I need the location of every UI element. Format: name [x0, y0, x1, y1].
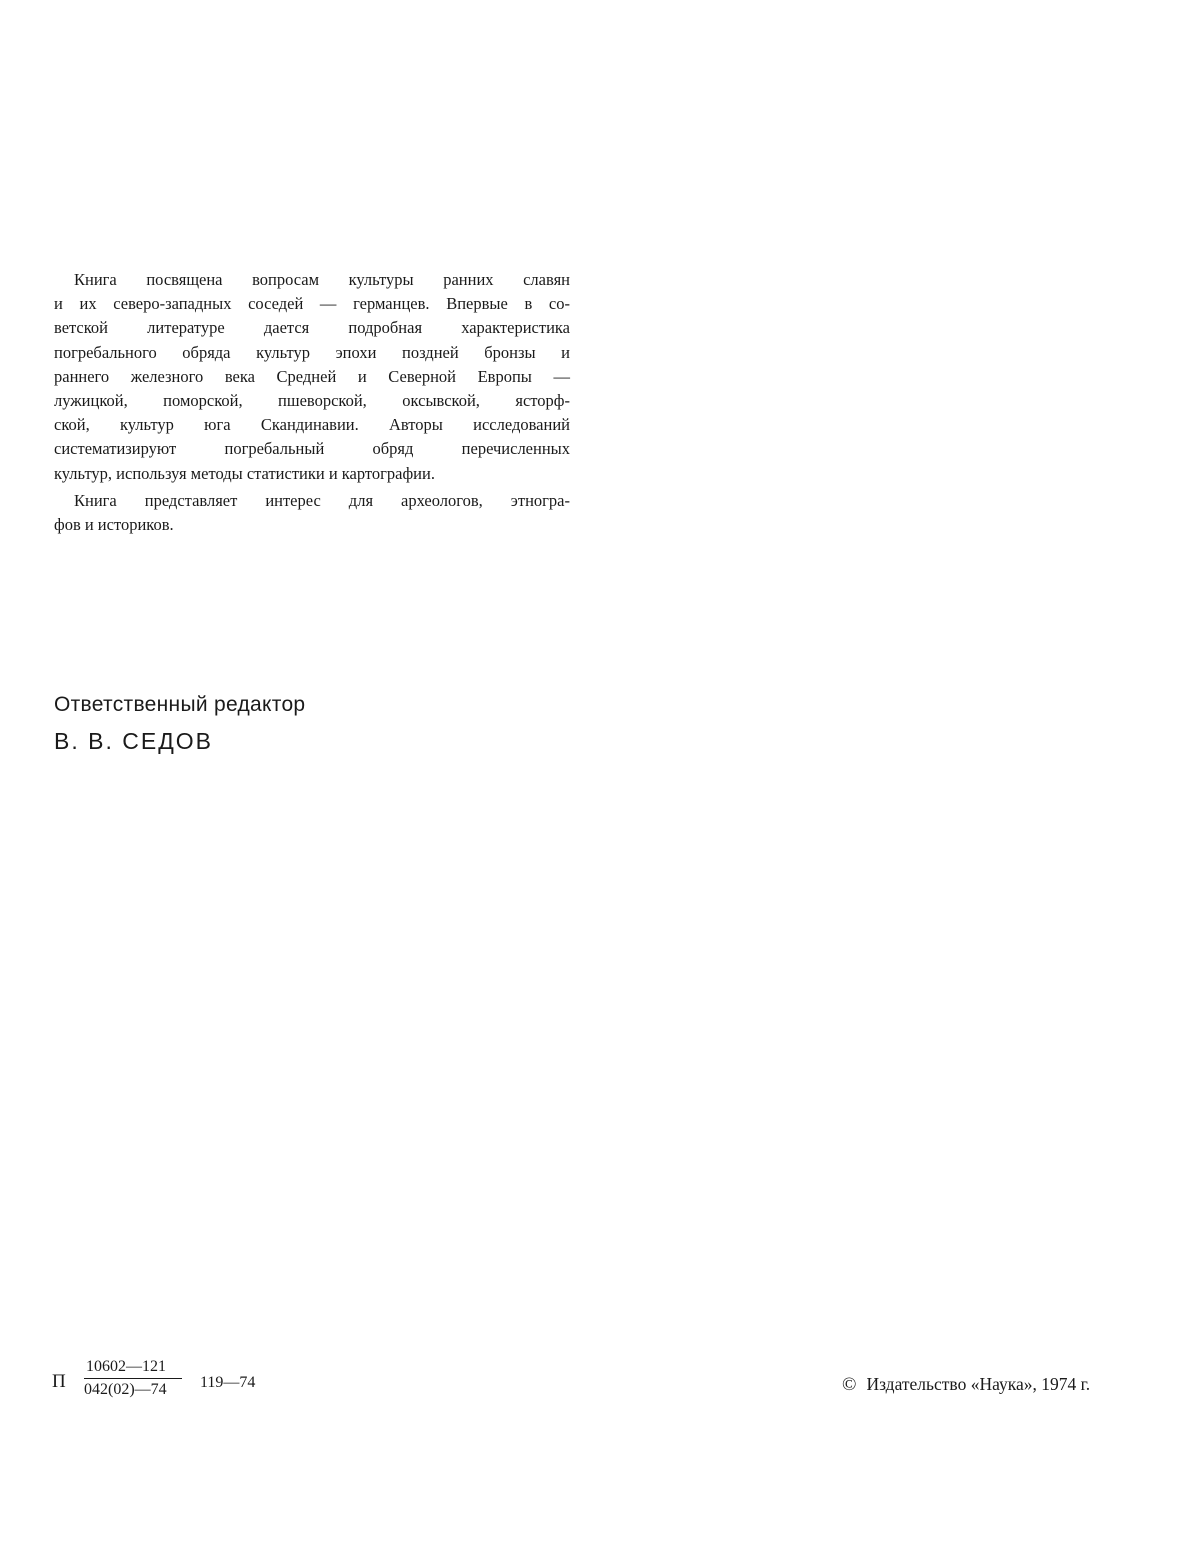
- annotation-line: систематизируют погребальный обряд перечисленных: [54, 439, 570, 459]
- annotation-line: лужицкой, поморской, пшеворской, оксывской, ясторф-: [54, 391, 570, 411]
- annotation-line: Книга представляет интерес для археологов, этногра-: [74, 490, 570, 510]
- index-fraction: [84, 1358, 182, 1399]
- copyright-line: [842, 1374, 1090, 1396]
- annotation-line: погребального обряда культур эпохи поздней бронзы и: [54, 342, 570, 362]
- annotation-paragraph-1: [54, 268, 570, 486]
- annotation-line: и их северо-западных соседей — германцев. Впервые в со-: [54, 294, 570, 314]
- index-denominator: 042(02)—74: [84, 1381, 167, 1398]
- annotation-line: ветской литературе дается подробная характеристика: [54, 318, 570, 338]
- copyright-text: Издательство «Наука», 1974 г.: [866, 1374, 1091, 1394]
- editor-name: В. В. СЕДОВ: [54, 728, 214, 754]
- annotation-line: раннего железного века Средней и Северной Европы —: [54, 366, 570, 386]
- index-numerator: 10602—121: [84, 1358, 182, 1379]
- editor-label: Ответственный редактор: [54, 693, 306, 716]
- index-letter: П: [52, 1371, 66, 1392]
- annotation-line: Книга посвящена вопросам культуры ранних славян: [74, 270, 570, 289]
- annotation-line: ской, культур юга Скандинавии. Авторы исследований: [54, 415, 570, 435]
- publication-index: [52, 1358, 312, 1408]
- annotation-paragraph-2: [54, 489, 570, 537]
- annotation-line: фов и историков.: [54, 515, 174, 535]
- annotation: [54, 268, 570, 537]
- index-tail: 119—74: [200, 1374, 256, 1391]
- annotation-line: культур, используя методы статистики и картографии.: [54, 463, 435, 483]
- editor-block: [54, 690, 305, 756]
- copyright-icon: ©: [842, 1374, 857, 1395]
